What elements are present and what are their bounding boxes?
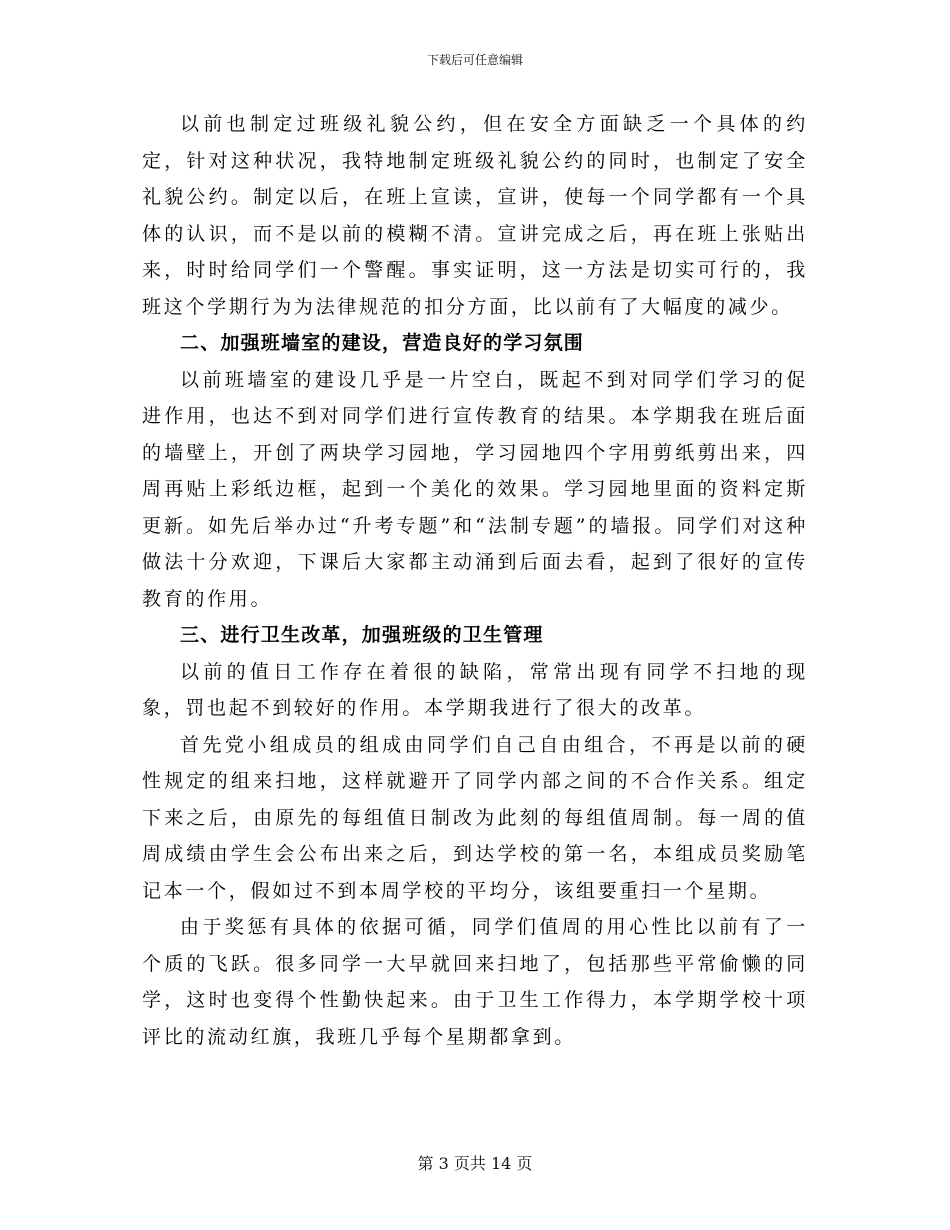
page-number: 第 3 页共 14 页 bbox=[417, 1154, 533, 1173]
paragraph: 以前的值日工作存在着很的缺陷，常常出现有同学不扫地的现象，罚也起不到较好的作用。本学期我进行了很大的改革。 bbox=[142, 660, 808, 719]
paragraph: 以前也制定过班级礼貌公约，但在安全方面缺乏一个具体的约定，针对这种状况，我特地制定班级礼貌公约的同时，也制定了安全礼貌公约。制定以后，在班上宣读，宣讲，使每一个同学都有一个具体的认识，而不是以前的模糊不清。宣讲完成之后，再在班上张贴出来，时时给同学们一个警醒。事实证明，这一方法是切实可行的，我班这个学期行为为法律规范的扣分方面，比以前有了大幅度的减少。 bbox=[142, 113, 808, 318]
section-heading: 二、加强班墙室的建设，营造良好的学习氛围 bbox=[180, 332, 585, 354]
paragraph: 由于奖惩有具体的依据可循，同学们值周的用心性比以前有了一个质的飞跃。很多同学一大早就回来扫地了，包括那些平常偷懒的同学，这时也变得个性勤快起来。由于卫生工作得力，本学期学校十项评比的流动红旗，我班几乎每个星期都拿到。 bbox=[142, 916, 808, 1048]
paragraph: 首先党小组成员的组成由同学们自己自由组合，不再是以前的硬性规定的组来扫地，这样就避开了同学内部之间的不合作关系。组定下来之后，由原先的每组值日制改为此刻的每组值周制。每一周的值周成绩由学生会公布出来之后，到达学校的第一名，本组成员奖励笔记本一个，假如过不到本周学校的平均分，该组要重扫一个星期。 bbox=[142, 733, 808, 902]
document-body bbox=[142, 106, 808, 1055]
paragraph: 以前班墙室的建设几乎是一片空白，既起不到对同学们学习的促进作用，也达不到对同学们进行宣传教育的结果。本学期我在班后面的墙壁上，开创了两块学习园地，学习园地四个字用剪纸剪出来，四周再贴上彩纸边框，起到一个美化的效果。学习园地里面的资料定斯更新。如先后举办过“升考专题”和“法制专题”的墙报。同学们对这种做法十分欢迎，下课后大家都主动涌到后面去看，起到了很好的宣传教育的作用。 bbox=[142, 368, 808, 610]
page-header: 下载后可任意编辑 bbox=[426, 53, 523, 67]
section-heading: 三、进行卫生改革，加强班级的卫生管理 bbox=[180, 624, 544, 646]
